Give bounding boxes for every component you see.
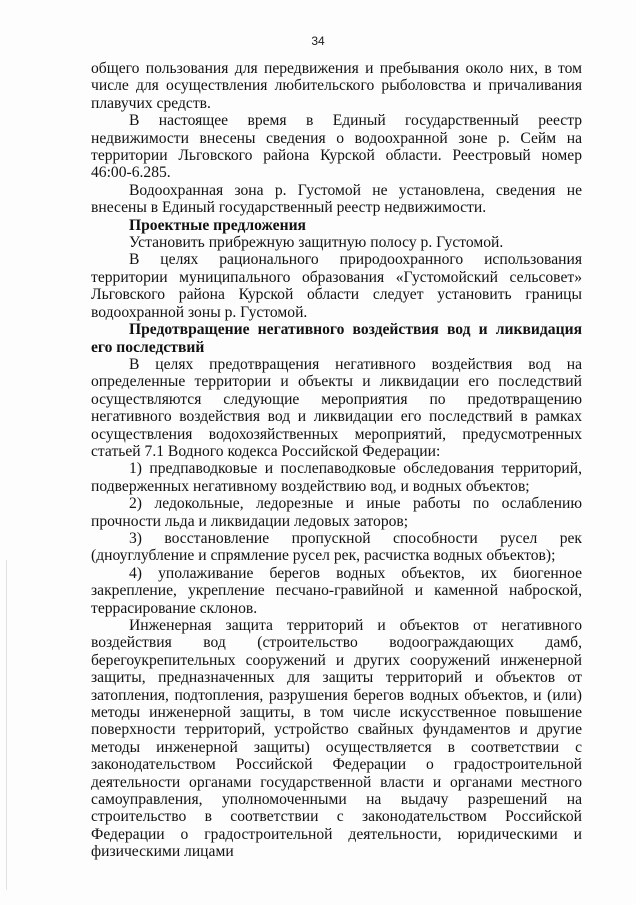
list-item-2: 2) ледокольные, ледорезные и иные работы по ослаблению прочности льда и ликвидации ледовых заторов; xyxy=(91,495,582,530)
paragraph-engineering-protection: Инженерная защита территорий и объектов от негативного воздействия вод (строительство водоограждающих дамб, берегоукрепительных сооружений и других сооружений инженерной защиты, предназначенных для защиты территорий и объектов от затопления, подтопления, разрушения берегов водных объектов, и (или) методы инженерной защиты, в том числе искусственное повышение поверхности территорий, устройство свайных фундаментов и другие методы инженерной защиты) осуществляется в соответствии с законодательством Российской Федерации о градостроительной деятельности органами государственной власти и органами местного самоуправления, уполномоченными на выдачу разрешений на строительство в соответствии с законодательством Российской Федерации о градостроительной деятельности, юридическими и физическими лицами xyxy=(91,617,582,861)
paragraph-protective-strip: Установить прибрежную защитную полосу р. Густомой. xyxy=(129,234,504,252)
section-heading-prevention: Предотвращение негативного воздействия вод и ликвидация его последствий xyxy=(91,321,582,356)
scan-edge-line xyxy=(6,560,7,890)
page-number: 34 xyxy=(311,34,325,48)
paragraph-continuation: общего пользования для передвижения и пребывания около них, в том числе для осуществления любительского рыболовства и причаливания плавучих средств. xyxy=(91,60,582,112)
paragraph-prevention-intro: В целях предотвращения негативного воздействия вод на определенные территории и объекты и ликвидации его последствий осуществляются следующие мероприятия по предотвращению негативного воздействия вод и ликвидации его последствий в рамках осуществления водохозяйственных мероприятий, предусмотренных статьей 7.1 Водного кодекса Российской Федерации: xyxy=(91,355,582,460)
list-item-1: 1) предпаводковые и послепаводковые обследования территорий, подверженных негативному воздействию вод, и водных объектов; xyxy=(91,460,582,495)
document-body xyxy=(91,60,582,861)
section-heading-proposals: Проектные предложения xyxy=(129,216,306,234)
paragraph-water-protection-zone: В целях рационального природоохранного использования территории муниципального образования «Густомойский сельсовет» Льговского района Курской области следует установить границы водоохранной зоны р. Густомой. xyxy=(91,251,582,321)
list-item-3: 3) восстановление пропускной способности русел рек (дноуглубление и спрямление русел рек, расчистка водных объектов); xyxy=(91,529,582,565)
paragraph-registry-gustomoy: Водоохранная зона р. Густомой не установлена, сведения не внесены в Единый государственный реестр недвижимости. xyxy=(91,181,582,217)
paragraph-registry-seim: В настоящее время в Единый государственный реестр недвижимости внесены сведения о водоохранной зоне р. Сейм на территории Льговского района Курской области. Реестровый номер 46:00-6.285. xyxy=(91,112,582,182)
list-item-4: 4) уполаживание берегов водных объектов, их биогенное закрепление, укрепление песчано-гравийной и каменной наброской, террасирование склонов. xyxy=(91,564,582,617)
